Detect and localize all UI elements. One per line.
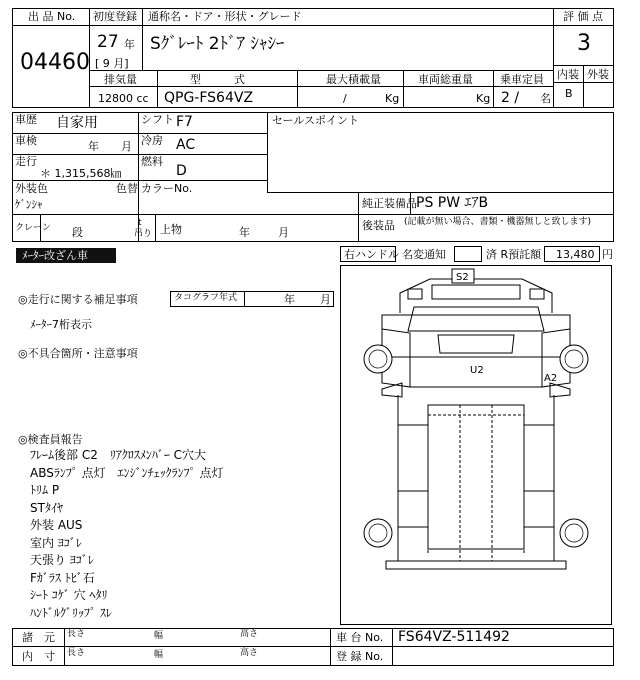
max-load-unit: Kg [385,92,400,105]
name-change-label: 名変通知 [402,248,446,261]
model-value: QPG-FS64VZ [164,90,254,106]
dimensions-label: 諸 元 [22,631,55,644]
damage-mark: S2 [456,272,469,283]
inspection-label: 車検 [15,134,37,147]
retrofit-note: (記載が無い場合、書類・機器無しと致します) [404,217,592,227]
damage-mark: U2 [470,365,484,376]
gross-weight-unit: Kg [476,92,491,105]
inspector-item: ﾌﾚｰﾑ後部 C2 ﾘｱｸﾛｽﾒﾝﾊﾞｰ C穴大 [30,448,207,462]
reg-number-label: 登 録 No. [336,650,384,663]
inspector-item: ABSﾗﾝﾌﾟ 点灯 ｴﾝｼﾞﾝﾁｪｯｸﾗﾝﾌﾟ 点灯 [30,465,224,480]
shift-value: F7 [176,114,193,130]
width-label-2: 幅 [154,650,164,660]
color-value: ｹﾞﾝｼｬ [15,198,43,211]
driving-title: ◎走行に関する補足事項 [18,293,138,306]
inspection-month: 月 [121,140,132,153]
damage-mark: A2 [544,373,558,384]
width-label-1: 幅 [154,631,164,641]
lot-label: 出 品 No. [28,10,76,23]
inspector-item: 天張り ﾖｺﾞﾚ [30,553,94,567]
length-label-1: 長さ [67,629,86,639]
capacity-unit: 名 [540,92,551,105]
equip-month: 月 [278,226,289,239]
model-label: 型 式 [190,73,245,86]
car-name-label: 通称名・ドア・形状・グレード [148,10,302,23]
history-label: 車歴 [15,113,37,126]
lot-number: 04460 [20,50,90,75]
sales-point-label: セールスポイント [272,114,360,127]
crane-hoist: 吊り [134,229,153,239]
mileage-label: 走行 [15,155,37,168]
yen-unit: 円 [602,248,613,261]
overall-score: 3 [577,31,591,56]
ac-value: AC [176,137,196,153]
color-change-label: 色替 [116,182,138,195]
length-label-2: 長さ [67,648,86,658]
reg-month: [ 9 月] [95,57,129,70]
crane-stage: 段 [72,226,83,239]
inspector-item: ｼｰﾄ ｺｹﾞ 穴 ﾍﾀﾘ [30,588,108,602]
reg-year-unit: 年 [124,38,135,51]
inspector-item: ﾊﾝﾄﾞﾙｸﾞﾘｯﾌﾟ ｽﾚ [30,605,112,620]
crane-ton: t [138,218,142,228]
height-label-1: 高さ [240,629,259,639]
reg-year: 27 [97,32,119,52]
inspector-item: ﾄﾘﾑ P [30,483,60,497]
history-value: 自家用 [56,115,98,131]
capacity-label: 乗車定員 [500,73,544,86]
tacho-year: 年 [284,293,295,306]
options-value: PS PW ｴｱB [416,195,489,211]
equip-year: 年 [239,226,250,239]
recycle-label: 済 R預託額 [486,248,542,261]
color-code-label: カラーNo. [141,182,193,195]
options-label: 純正装備品 [362,197,417,210]
fuel-value: D [176,163,187,179]
gross-weight-label: 車両総重量 [418,73,473,86]
capacity-value: 2 / [501,90,520,106]
driving-note: ﾒｰﾀｰ7桁表示 [30,318,92,331]
recycle-value: 13,480 [556,248,595,261]
inspector-item: Fｶﾞﾗｽ ﾄﾋﾞ石 [30,570,95,585]
height-label-2: 高さ [240,648,259,658]
chassis-label: 車 台 No. [336,631,384,644]
interior-label: 内装 [557,68,579,81]
inspector-item: 外装 AUS [30,518,83,532]
tacho-label: タコグラフ年式 [174,293,238,303]
inspector-item: STﾀｲﾔ [30,500,63,515]
shift-label: シフト [141,113,174,126]
defects-title: ◎不具合箇所・注意事項 [18,347,138,360]
crane-label: クレーン [15,223,51,233]
retrofit-label: 後装品 [362,219,395,232]
exterior-label: 外装 [587,68,609,81]
fuel-label: 燃料 [141,155,163,168]
interior-score: B [565,87,573,100]
inspector-title: ◎検査員報告 [18,433,83,446]
meter-tamper-badge: ﾒｰﾀｰ改ざん車 [16,248,116,263]
rhd-label: 右ハンドル [344,248,399,261]
ac-label: 冷房 [141,134,163,147]
footer-frame [12,628,614,666]
equip-label: 上物 [160,223,182,236]
displacement-value: 12800 cc [98,92,149,105]
tacho-month: 月 [320,293,331,306]
chassis-value: FS64VZ-511492 [398,629,510,645]
color-label: 外装色 [15,182,48,195]
car-name: Sｸﾞﾚｰﾄ 2ﾄﾞｱ ｼｬｼｰ [150,34,285,54]
inspection-year: 年 [88,140,99,153]
inspector-item: 室内 ﾖｺﾞﾚ [30,535,82,550]
score-label: 評 価 点 [563,10,603,23]
max-load-value: / [343,92,347,105]
name-change-box [454,246,482,262]
max-load-label: 最大積載量 [326,73,381,86]
displacement-label: 排気量 [104,73,137,86]
interior-dim-label: 内 寸 [22,650,55,663]
first-reg-label: 初度登録 [93,10,137,23]
vehicle-diagram [340,265,612,625]
mileage-value: ＊ 1,315,568㎞ [40,167,122,180]
